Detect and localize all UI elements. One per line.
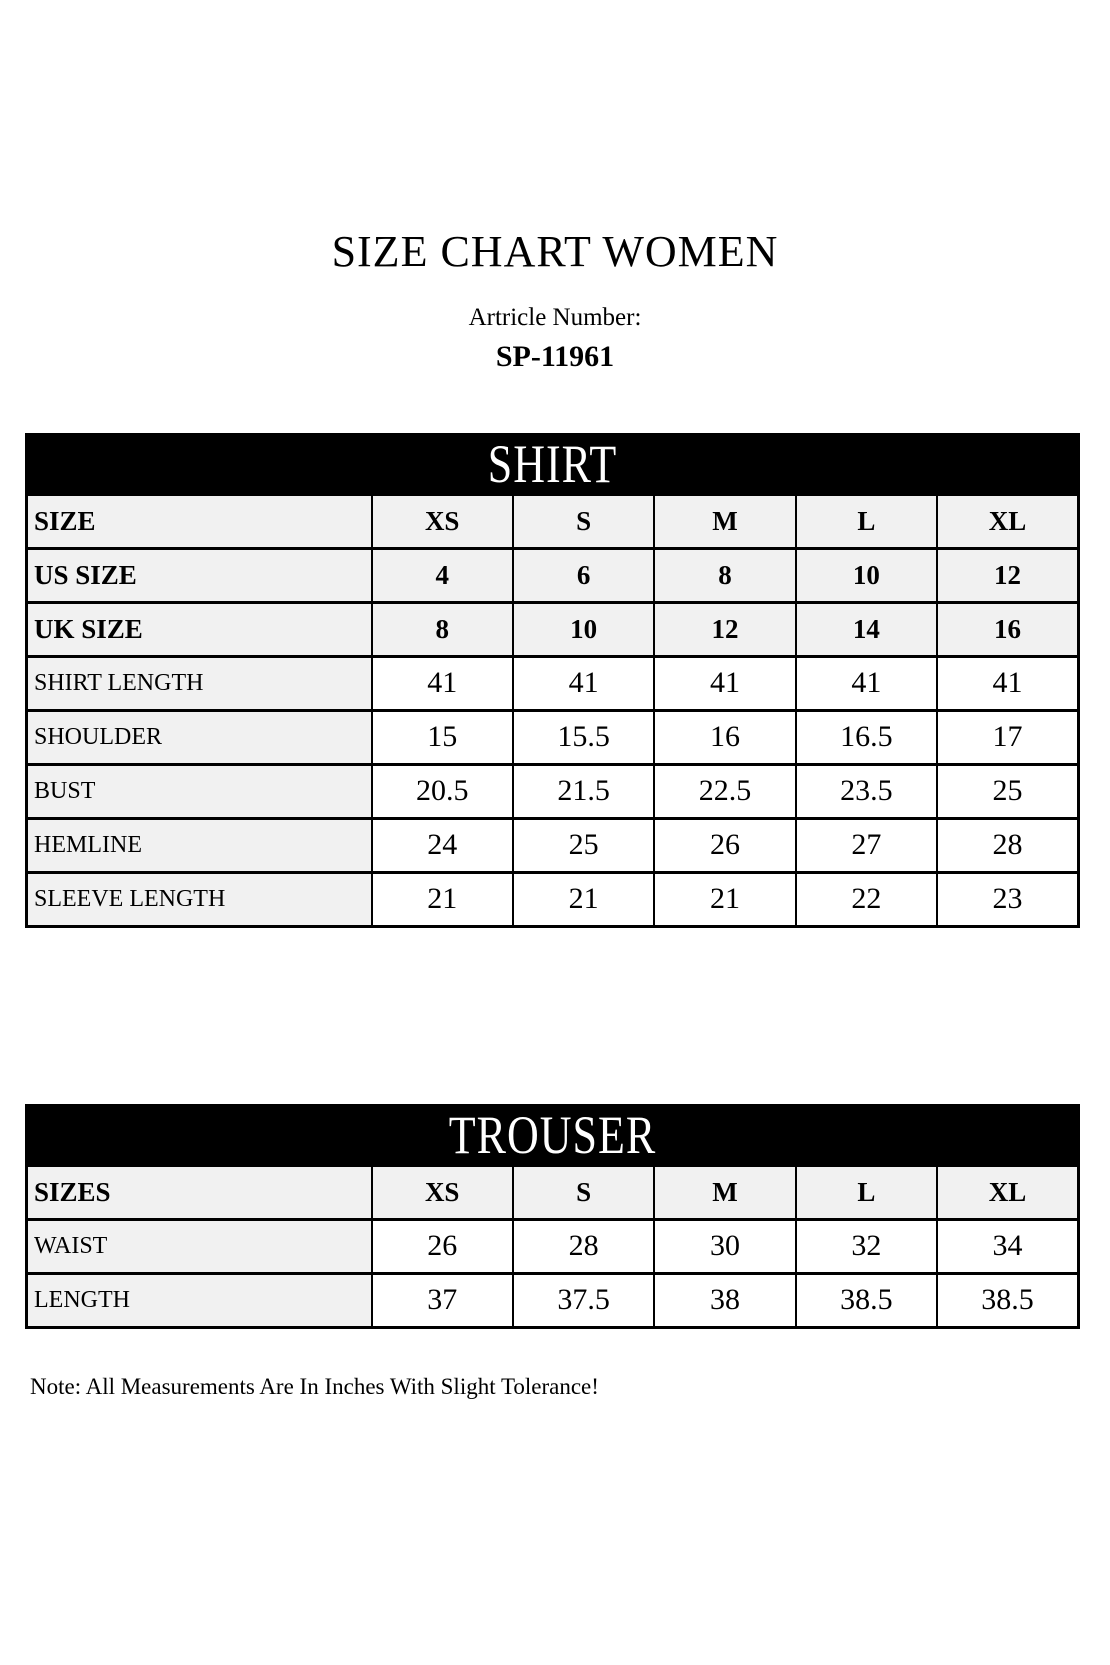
- cell: M: [654, 1165, 795, 1219]
- cell: 41: [937, 656, 1078, 710]
- cell: 6: [513, 548, 654, 602]
- cell: 30: [654, 1219, 795, 1273]
- row-label: SLEEVE LENGTH: [27, 872, 372, 926]
- cell: 26: [654, 818, 795, 872]
- cell: 16: [654, 710, 795, 764]
- cell: 12: [937, 548, 1078, 602]
- cell: 22: [796, 872, 937, 926]
- table-row: [27, 872, 1079, 926]
- shirt-section-title: SHIRT: [487, 434, 618, 495]
- row-label: SIZE: [27, 494, 372, 548]
- article-number-label: Artricle Number:: [468, 304, 642, 332]
- cell: 25: [937, 764, 1078, 818]
- cell: 41: [654, 656, 795, 710]
- table-row: [27, 1165, 1079, 1219]
- cell: 38: [654, 1273, 795, 1327]
- cell: 34: [937, 1219, 1078, 1273]
- cell: 32: [796, 1219, 937, 1273]
- cell: 37.5: [513, 1273, 654, 1327]
- cell: 38.5: [937, 1273, 1078, 1327]
- cell: 12: [654, 602, 795, 656]
- cell: 16.5: [796, 710, 937, 764]
- cell: 8: [372, 602, 513, 656]
- cell: 26: [372, 1219, 513, 1273]
- cell: M: [654, 494, 795, 548]
- cell: 41: [796, 656, 937, 710]
- table-row: [27, 1273, 1079, 1327]
- cell: 4: [372, 548, 513, 602]
- table-row: [27, 818, 1079, 872]
- table-row: [27, 602, 1079, 656]
- table-row: [27, 1219, 1079, 1273]
- row-label: HEMLINE: [27, 818, 372, 872]
- trouser-size-table: [25, 1164, 1080, 1329]
- cell: S: [513, 1165, 654, 1219]
- cell: 15: [372, 710, 513, 764]
- measurements-note: Note: All Measurements Are In Inches With Slight Tolerance!: [30, 1373, 599, 1399]
- table-row: [27, 494, 1079, 548]
- cell: 15.5: [513, 710, 654, 764]
- cell: XS: [372, 494, 513, 548]
- cell: 25: [513, 818, 654, 872]
- row-label: BUST: [27, 764, 372, 818]
- cell: 27: [796, 818, 937, 872]
- shirt-section-header: [25, 433, 1080, 493]
- cell: XL: [937, 1165, 1078, 1219]
- cell: 37: [372, 1273, 513, 1327]
- cell: 22.5: [654, 764, 795, 818]
- page-title: SIZE CHART WOMEN: [331, 227, 779, 276]
- row-label: SHIRT LENGTH: [27, 656, 372, 710]
- cell: XS: [372, 1165, 513, 1219]
- cell: 21: [372, 872, 513, 926]
- cell: 21: [513, 872, 654, 926]
- cell: 8: [654, 548, 795, 602]
- shirt-table-section: [25, 433, 1080, 928]
- cell: 10: [796, 548, 937, 602]
- cell: 23.5: [796, 764, 937, 818]
- cell: 38.5: [796, 1273, 937, 1327]
- cell: L: [796, 1165, 937, 1219]
- row-label: US SIZE: [27, 548, 372, 602]
- row-label: LENGTH: [27, 1273, 372, 1327]
- cell: 21.5: [513, 764, 654, 818]
- cell: 21: [654, 872, 795, 926]
- cell: 28: [937, 818, 1078, 872]
- cell: 24: [372, 818, 513, 872]
- trouser-table-section: [25, 1104, 1080, 1329]
- cell: S: [513, 494, 654, 548]
- cell: 20.5: [372, 764, 513, 818]
- shirt-size-table: [25, 493, 1080, 928]
- row-label: WAIST: [27, 1219, 372, 1273]
- table-row: [27, 656, 1079, 710]
- cell: 10: [513, 602, 654, 656]
- cell: 14: [796, 602, 937, 656]
- row-label: SHOULDER: [27, 710, 372, 764]
- cell: 28: [513, 1219, 654, 1273]
- row-label: UK SIZE: [27, 602, 372, 656]
- table-row: [27, 548, 1079, 602]
- cell: 17: [937, 710, 1078, 764]
- cell: 16: [937, 602, 1078, 656]
- trouser-section-title: TROUSER: [448, 1105, 657, 1166]
- trouser-section-header: [25, 1104, 1080, 1164]
- cell: 41: [513, 656, 654, 710]
- article-number-value: SP-11961: [495, 339, 615, 373]
- cell: 23: [937, 872, 1078, 926]
- row-label: SIZES: [27, 1165, 372, 1219]
- table-row: [27, 764, 1079, 818]
- table-row: [27, 710, 1079, 764]
- cell: L: [796, 494, 937, 548]
- cell: XL: [937, 494, 1078, 548]
- cell: 41: [372, 656, 513, 710]
